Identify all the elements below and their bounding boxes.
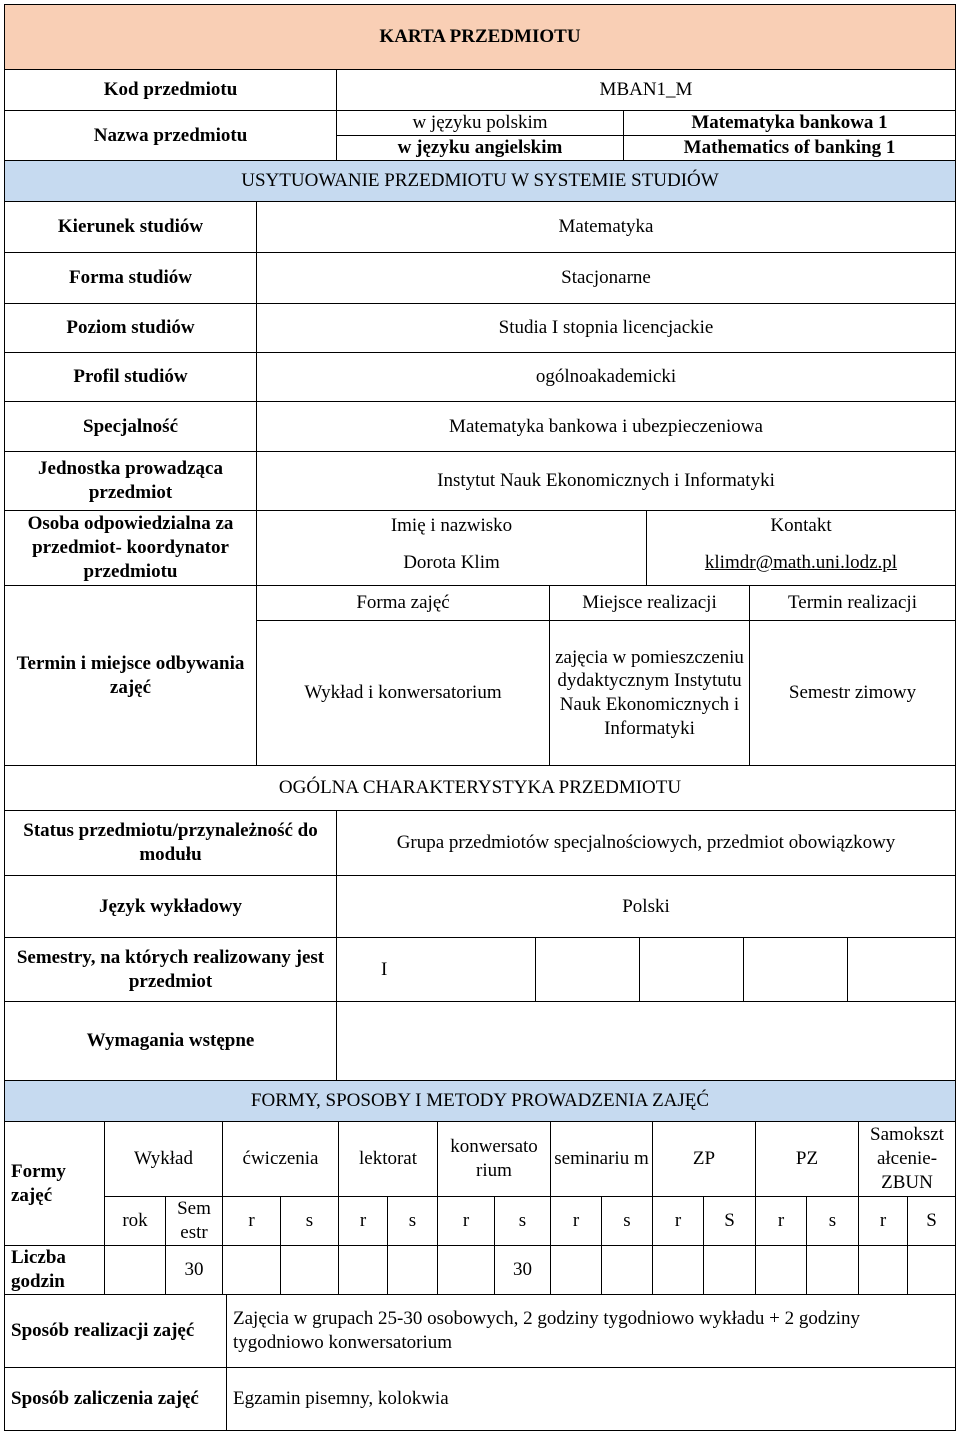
semester-cell: I	[336, 937, 536, 1002]
column-header: PZ	[755, 1121, 859, 1197]
course-code-label: Kod przedmiotu	[4, 69, 337, 111]
semester-cell	[743, 937, 848, 1002]
card-title: KARTA PRZEDMIOTU	[4, 4, 956, 70]
status-label: Status przedmiotu/przynależność do modułu	[4, 810, 337, 876]
schedule-label: Termin i miejsce odbywania zajęć	[4, 585, 257, 766]
coordinator-label: Osoba odpowiedzialna za przedmiot- koordynator przedmiotu	[4, 510, 257, 586]
field-label: Specjalność	[4, 401, 257, 452]
hours-cell	[806, 1245, 859, 1295]
schedule-term-header: Termin realizacji	[749, 585, 956, 621]
general-section-header: OGÓLNA CHARAKTERYSTYKA PRZEDMIOTU	[4, 765, 956, 811]
sub-header: r	[222, 1196, 281, 1246]
course-code-value: MBAN1_M	[336, 69, 956, 111]
schedule-form: Wykład i konwersatorium	[256, 620, 550, 766]
hours-cell	[907, 1245, 956, 1295]
sub-header: s	[387, 1196, 438, 1246]
sub-header: s	[494, 1196, 551, 1246]
semester-cell	[639, 937, 744, 1002]
hours-label: Liczba godzin	[4, 1245, 105, 1295]
sub-header: rok	[104, 1196, 166, 1246]
field-value: ogólnoakademicki	[256, 352, 956, 402]
sub-header: s	[601, 1196, 653, 1246]
hours-cell	[550, 1245, 602, 1295]
sub-header: s	[806, 1196, 859, 1246]
hours-cell	[338, 1245, 388, 1295]
assessment-label: Sposób zaliczenia zajęć	[4, 1367, 227, 1431]
sub-header: Sem estr	[165, 1196, 223, 1246]
methods-section-header: FORMY, SPOSOBY I METODY PROWADZENIA ZAJĘĆ	[4, 1080, 956, 1122]
language-label: Język wykładowy	[4, 875, 337, 938]
sub-header: r	[858, 1196, 908, 1246]
field-value: Matematyka	[256, 201, 956, 253]
schedule-form-header: Forma zajęć	[256, 585, 550, 621]
hours-cell	[387, 1245, 438, 1295]
placement-section-header: USYTUOWANIE PRZEDMIOTU W SYSTEMIE STUDIÓW	[4, 160, 956, 202]
semester-cell	[535, 937, 640, 1002]
language-value: Polski	[336, 875, 956, 938]
sub-header: r	[550, 1196, 602, 1246]
coordinator-name: Dorota Klim	[256, 540, 647, 586]
field-label: Jednostka prowadząca przedmiot	[4, 451, 257, 511]
column-header: ZP	[652, 1121, 756, 1197]
realization-label: Sposób realizacji zajęć	[4, 1294, 227, 1368]
course-name-en: Mathematics of banking 1	[623, 135, 956, 161]
field-value: Matematyka bankowa i ubezpieczeniowa	[256, 401, 956, 452]
column-header: konwersato rium	[437, 1121, 551, 1197]
semesters-label: Semestry, na których realizowany jest przedmiot	[4, 937, 337, 1002]
requirements-value	[336, 1001, 956, 1081]
lang-en-label: w języku angielskim	[336, 135, 624, 161]
hours-cell: 30	[494, 1245, 551, 1295]
hours-cell	[755, 1245, 807, 1295]
status-value: Grupa przedmiotów specjalnościowych, przedmiot obowiązkowy	[336, 810, 956, 876]
hours-cell	[104, 1245, 166, 1295]
column-header: seminariu m	[550, 1121, 653, 1197]
coordinator-contact-header: Kontakt	[646, 510, 956, 541]
hours-cell	[280, 1245, 339, 1295]
schedule-place-header: Miejsce realizacji	[549, 585, 750, 621]
course-name-label: Nazwa przedmiotu	[4, 110, 337, 161]
forms-label: Formy zajęć	[4, 1121, 105, 1246]
requirements-label: Wymagania wstępne	[4, 1001, 337, 1081]
hours-cell	[601, 1245, 653, 1295]
hours-cell	[652, 1245, 704, 1295]
field-label: Profil studiów	[4, 352, 257, 402]
column-header: ćwiczenia	[222, 1121, 339, 1197]
realization-value: Zajęcia w grupach 25-30 osobowych, 2 godziny tygodniowo wykładu + 2 godziny tygodniowo konwersatorium	[226, 1294, 956, 1368]
hours-cell: 30	[165, 1245, 223, 1295]
field-label: Poziom studiów	[4, 303, 257, 353]
hours-cell	[437, 1245, 495, 1295]
course-name-pl: Matematyka bankowa 1	[623, 110, 956, 136]
sub-header: s	[280, 1196, 339, 1246]
field-value: Studia I stopnia licencjackie	[256, 303, 956, 353]
schedule-place: zajęcia w pomieszczeniu dydaktycznym Instytutu Nauk Ekonomicznych i Informatyki	[549, 620, 750, 766]
sub-header: r	[338, 1196, 388, 1246]
assessment-value: Egzamin pisemny, kolokwia	[226, 1367, 956, 1431]
semester-cell	[847, 937, 956, 1002]
sub-header: r	[755, 1196, 807, 1246]
field-label: Forma studiów	[4, 252, 257, 304]
coordinator-email-link[interactable]: klimdr@math.uni.lodz.pl	[646, 540, 956, 586]
column-header: lektorat	[338, 1121, 438, 1197]
column-header: Samokszt ałcenie-ZBUN	[858, 1121, 956, 1197]
hours-cell	[222, 1245, 281, 1295]
hours-cell	[703, 1245, 756, 1295]
field-label: Kierunek studiów	[4, 201, 257, 253]
sub-header: S	[703, 1196, 756, 1246]
coordinator-name-header: Imię i nazwisko	[256, 510, 647, 541]
field-value: Stacjonarne	[256, 252, 956, 304]
column-header: Wykład	[104, 1121, 223, 1197]
schedule-term: Semestr zimowy	[749, 620, 956, 766]
sub-header: S	[907, 1196, 956, 1246]
field-value: Instytut Nauk Ekonomicznych i Informatyki	[256, 451, 956, 511]
hours-cell	[858, 1245, 908, 1295]
sub-header: r	[652, 1196, 704, 1246]
lang-pl-label: w języku polskim	[336, 110, 624, 136]
sub-header: r	[437, 1196, 495, 1246]
